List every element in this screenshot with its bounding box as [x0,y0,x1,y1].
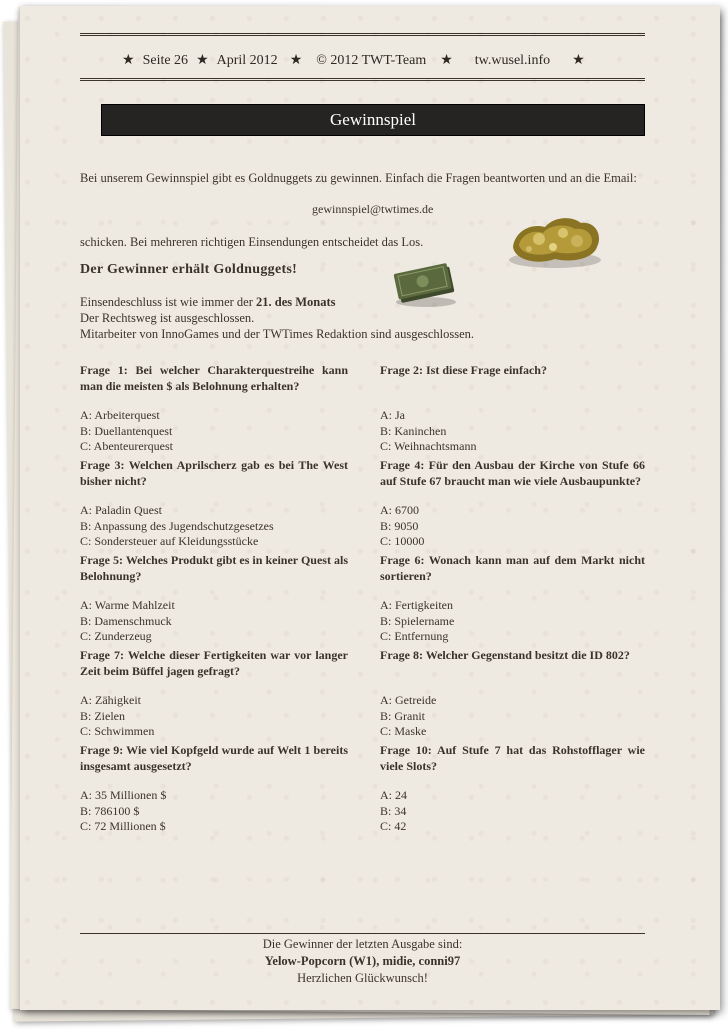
answer-c: C: Schwimmen [80,724,155,738]
deadline-prefix: Einsendeschluss ist wie immer der [80,295,257,309]
winner-heading: Der Gewinner erhält Goldnuggets! [80,262,298,277]
staff-note: Mitarbeiter von InnoGames und der TWTimes Redaktion sind ausgeschlossen. [80,327,475,341]
section-title: Gewinnspiel [101,104,645,136]
winners-footer [80,936,645,987]
answer-b: B: Kaninchen [380,423,447,438]
answer-c: C: 42 [380,819,407,833]
question-text: Frage 8: Welcher Gegenstand besitzt die ID 802? [380,648,630,662]
answer-a: A: 35 Millionen $ [80,788,167,802]
answer-a: A: Ja [380,408,405,422]
footer-rule [80,933,645,934]
star-icon: ★ [440,53,453,68]
winners-intro: Die Gewinner der letzten Ausgabe sind: [262,937,463,951]
page-header [80,52,645,69]
winners-names: Yelow-Popcorn (W1), midie, conni97 [264,954,461,968]
answer-c: C: Zunderzeug [80,629,152,643]
answer-b: B: Zielen [80,708,125,723]
question-text: Frage 4: Für den Ausbau der Kirche von Stufe 66 auf Stufe 67 braucht man wie viele Ausbaupunkte? [380,458,645,488]
question-block [80,742,348,837]
copyright: © 2012 TWT-Team [316,53,427,68]
question-block [380,647,645,742]
answer-a: A: 6700 [380,503,419,517]
answer-c: C: 72 Millionen $ [80,819,166,833]
question-text: Frage 5: Welches Produkt gibt es in keiner Quest als Belohnung? [80,553,348,583]
answer-a: A: 24 [380,788,407,802]
intro-text: Bei unserem Gewinnspiel gibt es Goldnuggets zu gewinnen. Einfach die Fragen beantworten und an die Email: [80,171,637,185]
answer-c: C: Weihnachtsmann [380,439,477,453]
question-text: Frage 1: Bei welcher Charakterquestreihe kann man die meisten $ als Belohnung erhalten? [80,363,348,393]
site-url: tw.wusel.info [474,53,551,68]
question-text: Frage 6: Wonach kann man auf dem Markt nicht sortieren? [380,553,645,583]
answer-b: B: Spielername [380,613,455,628]
intro-text-2: schicken. Bei mehreren richtigen Einsendungen entscheidet das Los. [80,235,424,249]
answer-c: C: 10000 [380,534,425,548]
question-block [380,552,645,647]
question-block [380,742,645,837]
question-text: Frage 9: Wie viel Kopfgeld wurde auf Welt 1 bereits insgesamt ausgesetzt? [80,743,348,773]
answer-b: B: Duellantenquest [80,423,173,438]
star-icon: ★ [122,53,135,68]
answer-a: A: Paladin Quest [80,503,162,517]
header-rule-bottom [80,78,645,81]
answer-c: C: Sondersteuer auf Kleidungsstücke [80,534,259,548]
question-block [380,457,645,552]
answer-b: B: 9050 [380,518,419,533]
answer-b: B: Damenschmuck [80,613,172,628]
answer-c: C: Abenteurerquest [80,439,173,453]
answer-a: A: Fertigkeiten [380,598,453,612]
congratulations: Herzlichen Glückwunsch! [297,971,428,985]
question-block [80,362,348,457]
question-block [380,362,645,457]
star-icon: ★ [196,53,209,68]
question-text: Frage 2: Ist diese Frage einfach? [380,363,547,377]
deadline-date: 21. des Monats [256,295,336,309]
contact-email: gewinnspiel@twtimes.de [312,202,434,216]
answer-a: A: Warme Mahlzeit [80,598,175,612]
star-icon: ★ [572,53,585,68]
answer-b: B: Granit [380,708,425,723]
question-text: Frage 7: Welche dieser Fertigkeiten war vor langer Zeit beim Büffel jagen gefragt? [80,648,348,678]
star-icon: ★ [289,53,303,68]
answer-b: B: Anpassung des Jugendschutzgesetzes [80,518,274,533]
question-text: Frage 10: Auf Stufe 7 hat das Rohstofflager wie viele Slots? [380,743,645,773]
answer-a: A: Zähigkeit [80,693,141,707]
answer-c: C: Entfernung [380,629,449,643]
answer-a: A: Arbeiterquest [80,408,160,422]
questions-grid [80,362,645,837]
header-rule-top [80,33,645,36]
legal-note: Der Rechtsweg ist ausgeschlossen. [80,311,255,325]
question-block [80,457,348,552]
rules-block [80,294,474,342]
question-block [80,647,348,742]
answer-b: B: 786100 $ [80,803,140,818]
answer-a: A: Getreide [380,693,437,707]
question-text: Frage 3: Welchen Aprilscherz gab es bei The West bisher nicht? [80,458,348,488]
question-block [80,552,348,647]
answer-b: B: 34 [380,803,407,818]
page-number: Seite 26 [142,53,189,68]
gold-nuggets-image [505,205,605,270]
issue-date: April 2012 [216,53,278,68]
answer-c: C: Maske [380,724,427,738]
